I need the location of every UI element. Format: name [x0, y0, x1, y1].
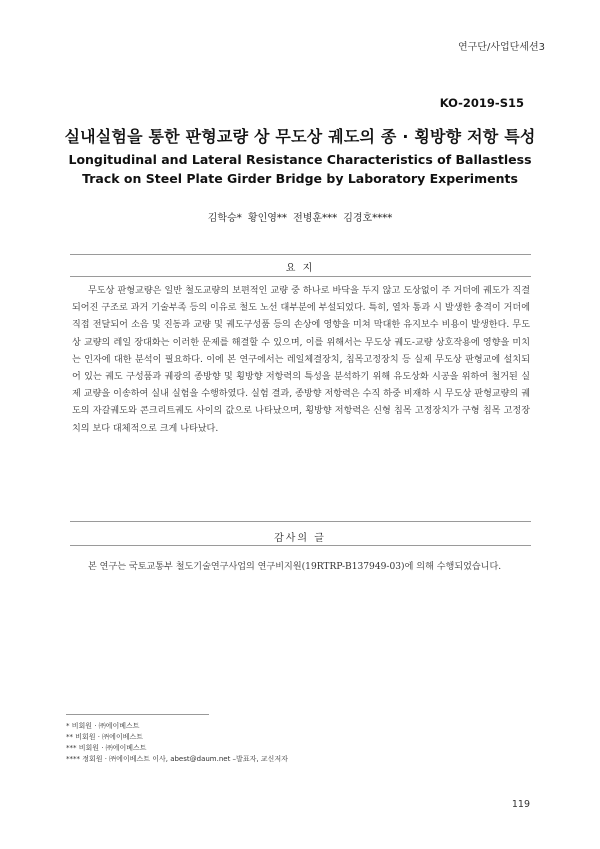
abstract-heading: 요 지 — [285, 263, 315, 274]
footnote-item: ** 비회원 · ㈜에이베스트 — [66, 733, 143, 741]
abstract-body: 무도상 판형교량은 일반 철도교량의 보편적인 교량 중 하나로 바닥을 두지 않고 도상없이 주 거더에 궤도가 직결되어진 구조로 과거 기술부족 등의 이유로 철도 노선 대부분에 부설되었다. 특히, 열차 통과 시 발생한 충격이 거더에 직접 전달되어 소음 및 진동과 교량 및 궤도구성품 등의 손상에 영향을 미쳐 막대한 유지보수 비용이 발생한다. 무도상 교량의 레일 장대화는 이러한 문제를 해결할 수 있으며, 이를 위해서는 무도상 궤도-교량 상호작용에 영향을 미치는 인자에 대한 분석이 필요하다. 이에 본 연구에서는 레일체결장치, 침목고정장치 등 실제 무도상 판형교에 설치되어 있는 궤도 구성품과 궤광의 종방향 및 횡방향 저항력의 특성을 분석하기 위해 유도상화 시공을 위하여 철거된 실제 교량을 이송하여 실내 실험을 수행하였다. 실험 결과, 종방향 저항력은 수직 하중 비재하 시 무도상 판형교량의 궤도의 자갈궤도와 콘크리트궤도 사이의 값으로 나타났으며, 횡방향 저항력은 신형 침목 고정장치가 구형 침목 고정장치의 보다 대체적으로 크게 나타났다. — [72, 286, 530, 434]
abstract-top-rule — [70, 254, 531, 255]
session-label: 연구단/사업단세션3 — [457, 42, 545, 53]
footnote-item: * 비회원 · ㈜에이베스트 — [66, 722, 140, 730]
footnote-item: *** 비회원 · ㈜에이베스트 — [66, 744, 147, 752]
page-number: 119 — [511, 799, 530, 810]
footnote-item: **** 정회원 · ㈜에이베스트 이사, abest@daum.net –발표자, 교신저자 — [66, 755, 288, 763]
author-list: 김학승* 황인영** 전병훈*** 김경호**** — [207, 213, 393, 224]
acknowledgement-body: 본 연구는 국토교통부 철도기술연구사업의 연구비지원(19RTRP-B137949-03)에 의해 수행되었습니다. — [88, 562, 502, 572]
abstract-bottom-rule — [70, 521, 531, 522]
korean-title: 실내실험을 통한 판형교량 상 무도상 궤도의 종 · 횡방향 저항 특성 — [64, 127, 536, 146]
footnote-list — [66, 721, 536, 765]
footnote-separator — [66, 714, 209, 715]
acknowledgement-rule — [70, 545, 531, 546]
acknowledgement-heading: 감사의 글 — [274, 533, 326, 544]
english-title: Longitudinal and Lateral Resistance Characteristics of Ballastless Track on Steel Plate Girder Bridge by Laboratory Experiments — [68, 152, 532, 186]
abstract-heading-rule — [70, 276, 531, 277]
paper-id: KO-2019-S15 — [439, 96, 524, 110]
